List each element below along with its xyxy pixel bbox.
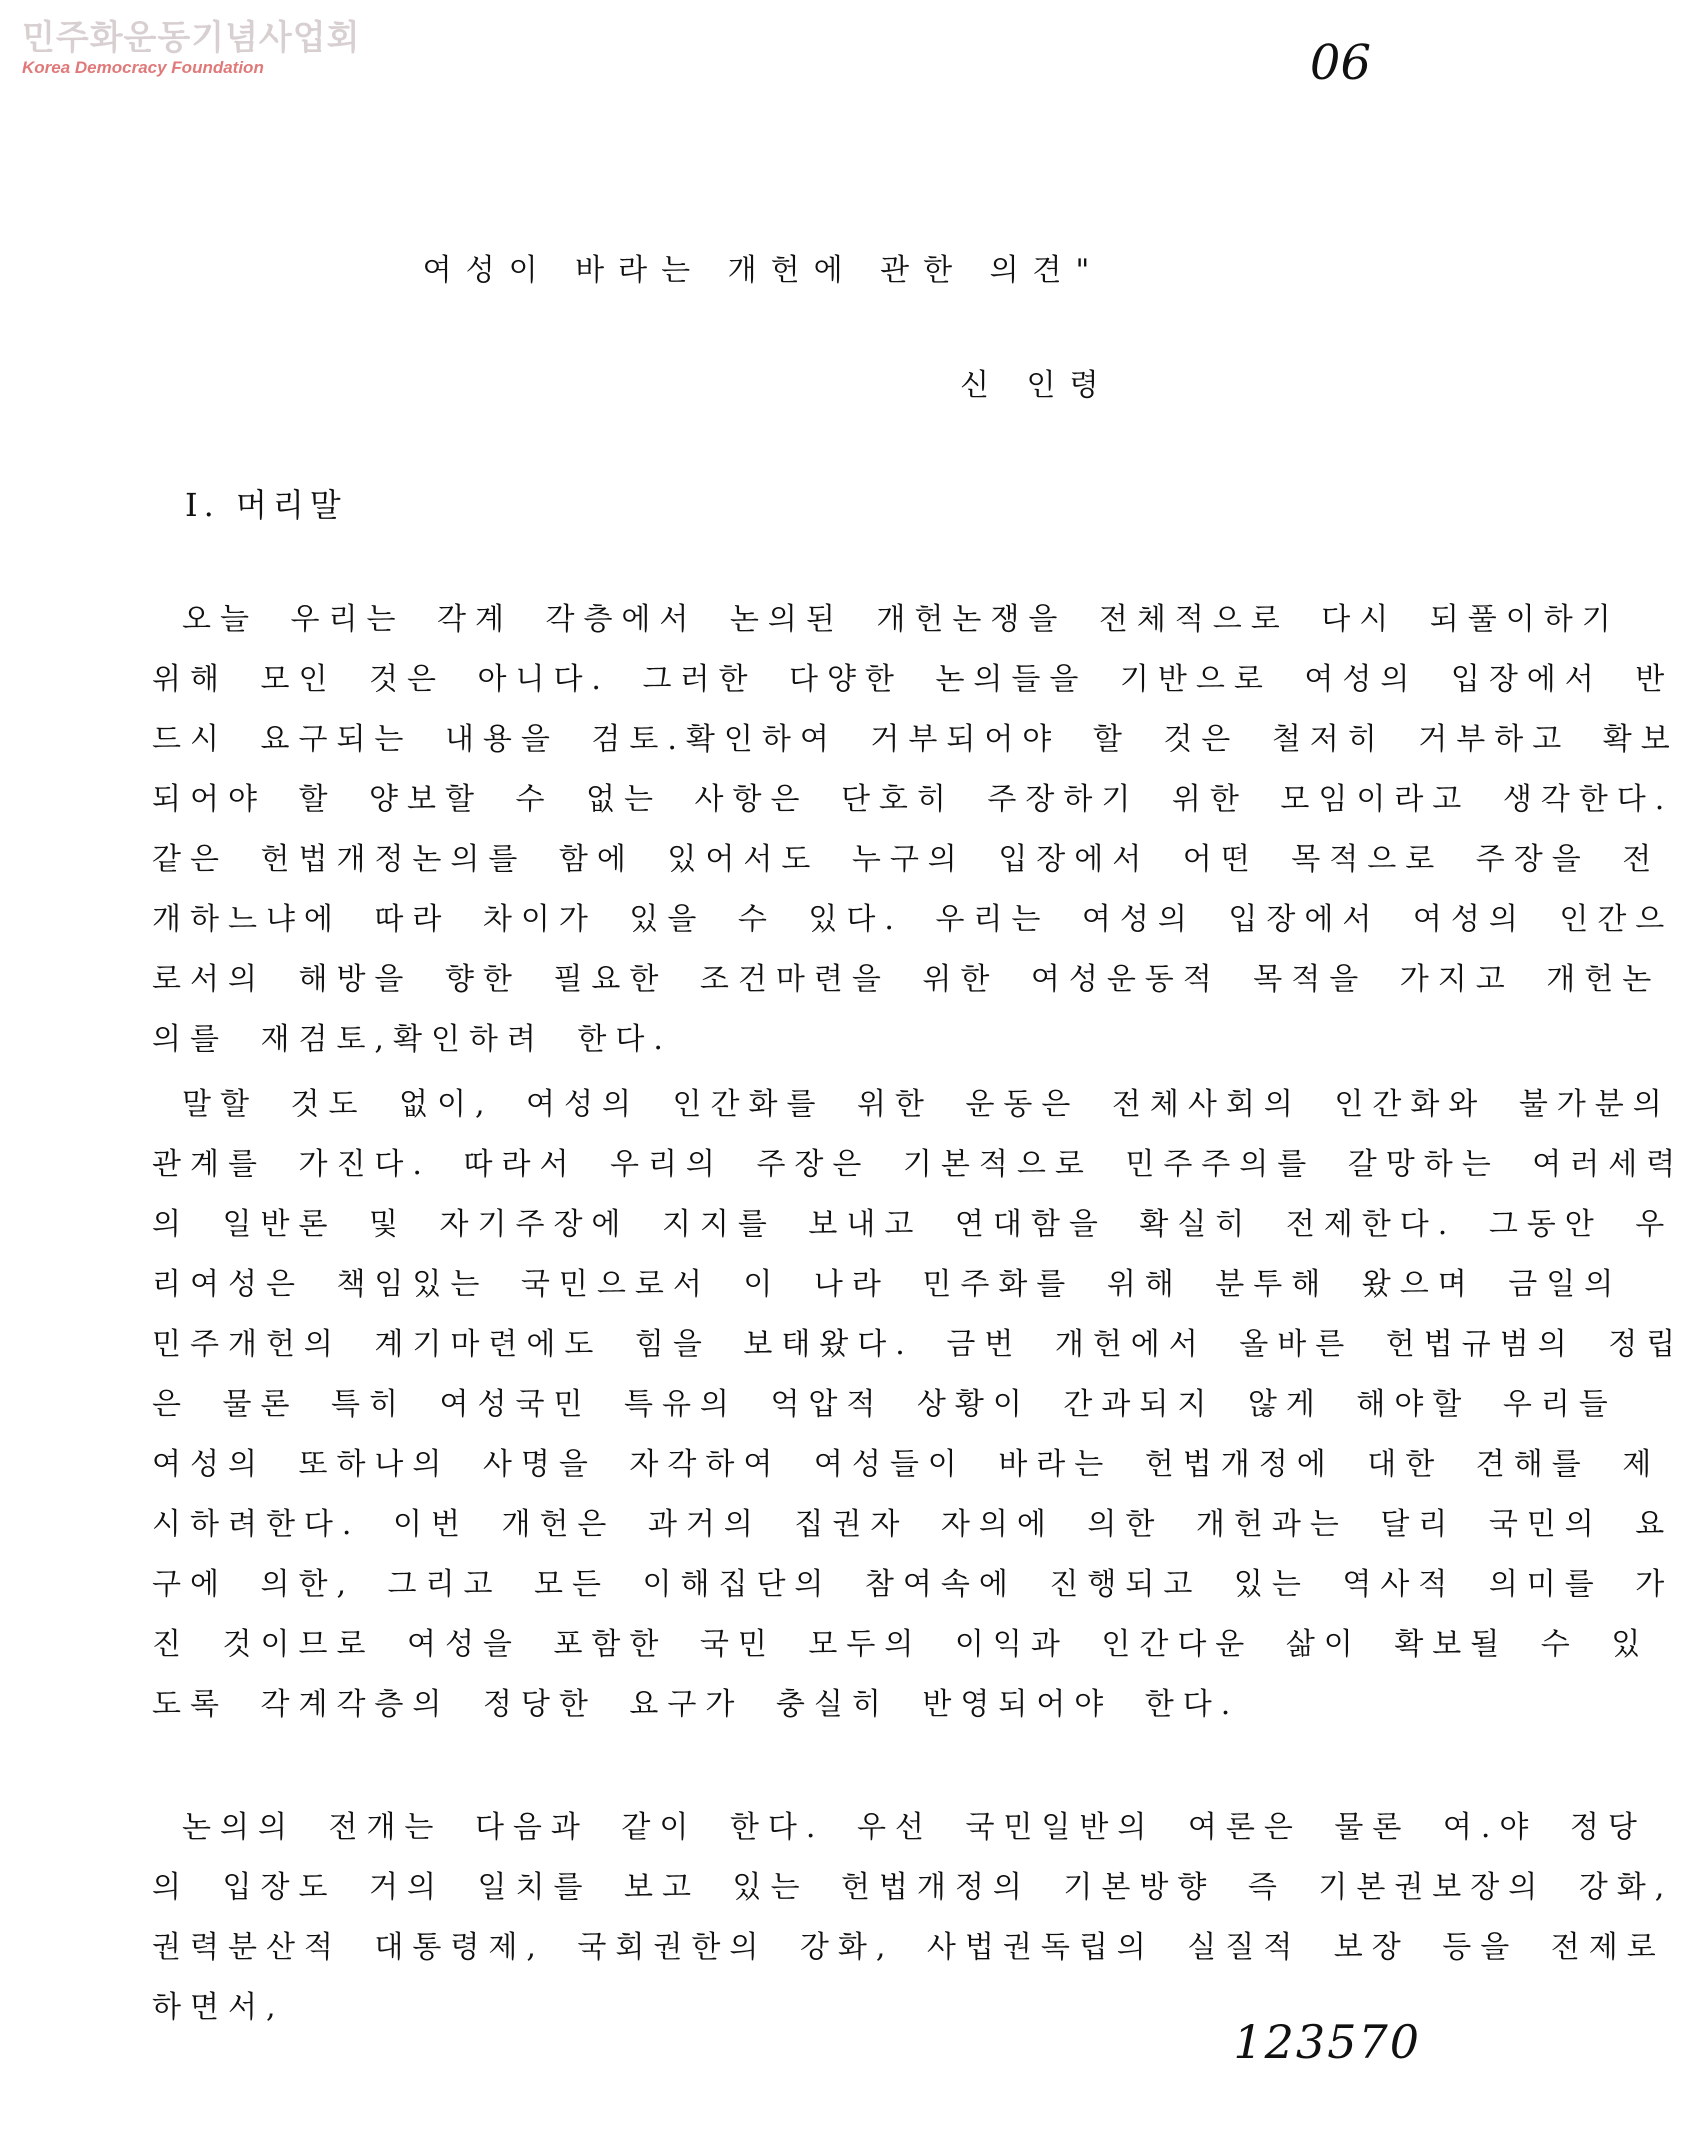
text-line: 의 일반론 및 자기주장에 지지를 보내고 연대함을 확실히 전제한다. 그동안 우 xyxy=(152,1207,1674,1242)
text-line: 드시 요구되는 내용을 검토.확인하여 거부되어야 할 것은 철저히 거부하고 확보 xyxy=(152,722,1679,757)
section-heading: I. 머리말 xyxy=(185,486,347,524)
paragraph-1 xyxy=(152,590,1679,1070)
text-line: 논의의 전개는 다음과 같이 한다. 우선 국민일반의 여론은 물론 여.야 정당 xyxy=(182,1810,1646,1845)
handwritten-page-mark: 06 xyxy=(1309,35,1371,91)
author-name: 신 인령 xyxy=(960,368,1113,403)
text-line: 도록 각계각층의 정당한 요구가 충실히 반영되어야 한다. xyxy=(152,1687,1240,1722)
text-line: 같은 헌법개정논의를 함에 있어서도 누구의 입장에서 어떤 목적으로 주장을 전 xyxy=(152,842,1661,877)
text-line: 관계를 가진다. 따라서 우리의 주장은 기본적으로 민주주의를 갈망하는 여러세력 xyxy=(152,1147,1684,1182)
paragraph-3 xyxy=(152,1798,1674,2038)
text-line: 되어야 할 양보할 수 없는 사항은 단호히 주장하기 위한 모임이라고 생각한다. xyxy=(152,782,1674,817)
text-line: 여성의 또하나의 사명을 자각하여 여성들이 바라는 헌법개정에 대한 견해를 제 xyxy=(152,1447,1661,1482)
paragraph-2 xyxy=(152,1075,1684,1735)
text-line: 진 것이므로 여성을 포함한 국민 모두의 이익과 인간다운 삶이 확보될 수 있 xyxy=(152,1627,1650,1662)
text-line: 의 입장도 거의 일치를 보고 있는 헌법개정의 기본방향 즉 기본권보장의 강화, xyxy=(152,1870,1674,1905)
text-line: 민주개헌의 계기마련에도 힘을 보태왔다. 금번 개헌에서 올바른 헌법규범의 정립 xyxy=(152,1327,1684,1362)
text-line: 구에 의한, 그리고 모든 이해집단의 참여속에 진행되고 있는 역사적 의미를 가 xyxy=(152,1567,1674,1602)
watermark-english: Korea Democracy Foundation xyxy=(22,58,264,77)
text-line: 권력분산적 대통령제, 국회권한의 강화, 사법권독립의 실질적 보장 등을 전제로 xyxy=(152,1930,1665,1965)
text-line: 말할 것도 없이, 여성의 인간화를 위한 운동은 전체사회의 인간화와 불가분의 xyxy=(182,1087,1671,1122)
text-line: 개하느냐에 따라 차이가 있을 수 있다. 우리는 여성의 입장에서 여성의 인간으 xyxy=(152,902,1674,937)
text-line: 오늘 우리는 각계 각층에서 논의된 개헌논쟁을 전체적으로 다시 되풀이하기 xyxy=(182,602,1620,637)
watermark-korean: 민주화운동기념사업회 xyxy=(22,18,361,58)
text-line: 리여성은 책임있는 국민으로서 이 나라 민주화를 위해 분투해 왔으며 금일의 xyxy=(152,1267,1623,1302)
text-line: 로서의 해방을 향한 필요한 조건마련을 위한 여성운동적 목적을 가지고 개헌논 xyxy=(152,962,1661,997)
text-line: 위해 모인 것은 아니다. 그러한 다양한 논의들을 기반으로 여성의 입장에서 반 xyxy=(152,662,1674,697)
foundation-watermark xyxy=(22,18,360,78)
handwritten-document-number: 123570 xyxy=(1233,2015,1421,2069)
document-title: 여성이 바라는 개헌에 관한 의견" xyxy=(422,253,1104,288)
text-line: 의를 재검토,확인하려 한다. xyxy=(152,1022,672,1057)
text-line: 시하려한다. 이번 개헌은 과거의 집권자 자의에 의한 개헌과는 달리 국민의 요 xyxy=(152,1507,1674,1542)
text-line: 은 물론 특히 여성국민 특유의 억압적 상황이 간과되지 않게 해야할 우리들 xyxy=(152,1387,1617,1422)
text-line: 하면서, xyxy=(152,1990,285,2025)
